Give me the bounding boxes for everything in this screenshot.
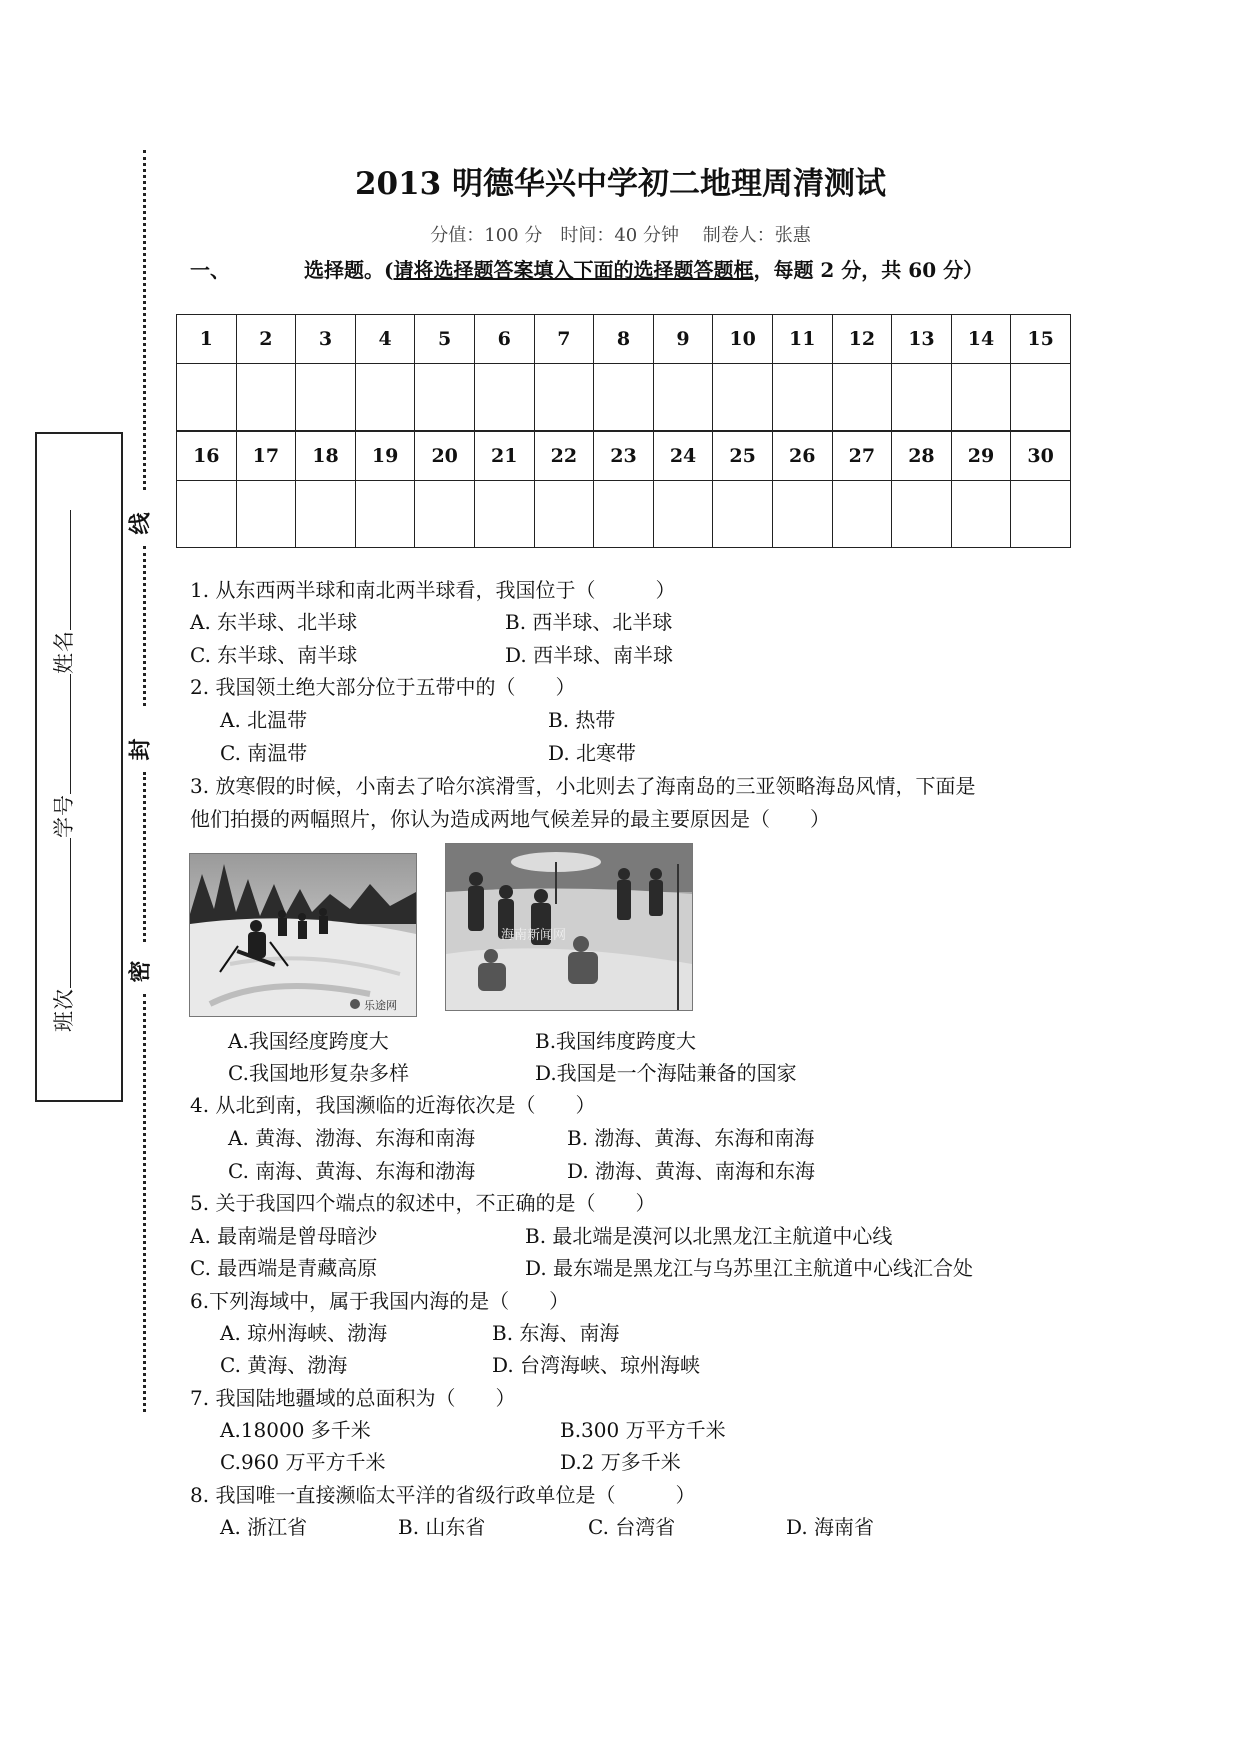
- binding-fields: [48, 510, 78, 1032]
- answer-cell[interactable]: [415, 364, 475, 432]
- option-5d: D. 最东端是黑龙江与乌苏里江主航道中心线汇合处: [525, 1256, 974, 1280]
- question-8: 8. 我国唯一直接濒临太平洋的省级行政单位是（ ）: [190, 1483, 696, 1507]
- option-2d: D. 北寒带: [548, 741, 637, 765]
- grid-number: 18: [296, 431, 356, 481]
- question-4: 4. 从北到南，我国濒临的近海依次是（ ）: [190, 1093, 596, 1117]
- exam-meta: 分值：100 分 时间：40 分钟 制卷人：张惠: [430, 225, 811, 246]
- grid-answer-row: [177, 481, 1071, 548]
- grid-number: 8: [594, 315, 654, 364]
- option-1a: A. 东半球、北半球: [190, 610, 358, 634]
- option-6d: D. 台湾海峡、琼州海峡: [492, 1353, 701, 1377]
- grid-number-row: [177, 315, 1071, 364]
- option-5c: C. 最西端是青藏高原: [190, 1256, 378, 1280]
- answer-cell[interactable]: [772, 481, 832, 548]
- grid-number: 6: [474, 315, 534, 364]
- option-6b: B. 东海、南海: [492, 1321, 620, 1345]
- option-2a: A. 北温带: [220, 708, 308, 732]
- id-label: 学号: [52, 794, 76, 838]
- grid-number: 20: [415, 431, 475, 481]
- grid-number: 1: [177, 315, 237, 364]
- option-1c: C. 东半球、南半球: [190, 643, 358, 667]
- section-number: 一、: [190, 258, 230, 282]
- answer-cell[interactable]: [892, 481, 952, 548]
- answer-cell[interactable]: [1011, 364, 1071, 432]
- answer-grid: [176, 314, 1071, 548]
- option-3c: C.我国地形复杂多样: [228, 1061, 409, 1085]
- answer-cell[interactable]: [415, 481, 475, 548]
- option-5b: B. 最北端是漠河以北黑龙江主航道中心线: [525, 1224, 893, 1248]
- grid-number: 30: [1011, 431, 1071, 481]
- grid-number: 25: [713, 431, 773, 481]
- section-instruction: 请将选择题答案填入下面的选择题答题框: [393, 258, 754, 282]
- question-2: 2. 我国领土绝大部分位于五带中的（ ）: [190, 675, 576, 699]
- seal-char-mi: 密: [127, 960, 154, 983]
- section-scoring: ，每题 2 分，共 60 分）: [753, 258, 984, 282]
- answer-cell[interactable]: [772, 364, 832, 432]
- grid-number: 21: [474, 431, 534, 481]
- question-3-line-2: 他们拍摄的两幅照片，你认为造成两地气候差异的最主要原因是（ ）: [190, 807, 830, 831]
- grid-number: 2: [236, 315, 296, 364]
- page-title: 2013 明德华兴中学初二地理周清测试: [354, 166, 887, 202]
- grid-number: 10: [713, 315, 773, 364]
- grid-number: 22: [534, 431, 594, 481]
- section-text: 选择题。(: [304, 258, 394, 282]
- option-2c: C. 南温带: [220, 741, 308, 765]
- option-8b: B. 山东省: [398, 1515, 486, 1539]
- grid-number: 4: [355, 315, 415, 364]
- answer-cell[interactable]: [653, 364, 713, 432]
- beach-photo: [445, 843, 693, 1011]
- answer-cell[interactable]: [474, 481, 534, 548]
- option-7d: D.2 万多千米: [560, 1450, 681, 1474]
- option-1b: B. 西半球、北半球: [505, 610, 673, 634]
- grid-answer-row: [177, 364, 1071, 432]
- photo-2-watermark: 海南新闻网: [501, 927, 567, 942]
- answer-cell[interactable]: [474, 364, 534, 432]
- answer-cell[interactable]: [713, 364, 773, 432]
- grid-number: 15: [1011, 315, 1071, 364]
- answer-cell[interactable]: [534, 481, 594, 548]
- answer-cell[interactable]: [653, 481, 713, 548]
- answer-cell[interactable]: [951, 364, 1011, 432]
- option-8d: D. 海南省: [786, 1515, 875, 1539]
- grid-number: 3: [296, 315, 356, 364]
- option-7a: A.18000 多千米: [220, 1418, 371, 1442]
- grid-number: 29: [951, 431, 1011, 481]
- answer-cell[interactable]: [236, 364, 296, 432]
- grid-number: 17: [236, 431, 296, 481]
- question-6: 6.下列海域中，属于我国内海的是（ ）: [190, 1289, 570, 1313]
- answer-cell[interactable]: [832, 481, 892, 548]
- option-5a: A. 最南端是曾母暗沙: [190, 1224, 378, 1248]
- photo-1-watermark: 乐途网: [364, 1000, 397, 1012]
- grid-number: 5: [415, 315, 475, 364]
- skiing-photo: [189, 853, 417, 1017]
- grid-number: 13: [892, 315, 952, 364]
- answer-cell[interactable]: [296, 481, 356, 548]
- option-4c: C. 南海、黄海、东海和渤海: [228, 1159, 476, 1183]
- option-6a: A. 琼州海峡、渤海: [220, 1321, 388, 1345]
- id-blank[interactable]: [70, 674, 71, 794]
- option-4d: D. 渤海、黄海、南海和东海: [567, 1159, 816, 1183]
- name-blank[interactable]: [70, 510, 71, 630]
- option-3b: B.我国纬度跨度大: [535, 1029, 697, 1053]
- grid-number-row: [177, 431, 1071, 481]
- grid-number: 24: [653, 431, 713, 481]
- question-1: 1. 从东西两半球和南北两半球看，我国位于（ ）: [190, 578, 676, 602]
- seal-char-feng: 封: [127, 738, 154, 761]
- grid-number: 9: [653, 315, 713, 364]
- answer-cell[interactable]: [1011, 481, 1071, 548]
- class-blank[interactable]: [70, 838, 71, 988]
- grid-number: 7: [534, 315, 594, 364]
- option-8c: C. 台湾省: [588, 1515, 676, 1539]
- answer-cell[interactable]: [892, 364, 952, 432]
- grid-number: 28: [892, 431, 952, 481]
- question-7: 7. 我国陆地疆域的总面积为（ ）: [190, 1386, 516, 1410]
- answer-cell[interactable]: [177, 481, 237, 548]
- dotted-cut-line: [143, 994, 146, 1412]
- grid-number: 16: [177, 431, 237, 481]
- section-heading: [190, 254, 983, 283]
- answer-cell[interactable]: [713, 481, 773, 548]
- option-4b: B. 渤海、黄海、东海和南海: [567, 1126, 815, 1150]
- option-3d: D.我国是一个海陆兼备的国家: [535, 1061, 797, 1085]
- option-1d: D. 西半球、南半球: [505, 643, 674, 667]
- question-5: 5. 关于我国四个端点的叙述中，不正确的是（ ）: [190, 1191, 656, 1215]
- grid-number: 26: [772, 431, 832, 481]
- answer-cell[interactable]: [236, 481, 296, 548]
- answer-cell[interactable]: [355, 481, 415, 548]
- answer-cell[interactable]: [594, 481, 654, 548]
- answer-cell[interactable]: [594, 364, 654, 432]
- option-7b: B.300 万平方千米: [560, 1418, 726, 1442]
- grid-number: 27: [832, 431, 892, 481]
- option-2b: B. 热带: [548, 708, 616, 732]
- option-4a: A. 黄海、渤海、东海和南海: [228, 1126, 476, 1150]
- dotted-cut-line: [143, 546, 146, 706]
- grid-number: 12: [832, 315, 892, 364]
- answer-cell[interactable]: [177, 364, 237, 432]
- name-label: 姓名: [52, 630, 76, 674]
- dotted-cut-line: [143, 772, 146, 942]
- answer-cell[interactable]: [951, 481, 1011, 548]
- answer-cell[interactable]: [534, 364, 594, 432]
- answer-cell[interactable]: [355, 364, 415, 432]
- question-3-line-1: 3. 放寒假的时候，小南去了哈尔滨滑雪，小北则去了海南岛的三亚领略海岛风情，下面是: [190, 774, 976, 798]
- answer-cell[interactable]: [832, 364, 892, 432]
- grid-number: 14: [951, 315, 1011, 364]
- grid-number: 11: [772, 315, 832, 364]
- class-label: 班次: [52, 988, 76, 1032]
- answer-cell[interactable]: [296, 364, 356, 432]
- grid-number: 19: [355, 431, 415, 481]
- option-6c: C. 黄海、渤海: [220, 1353, 348, 1377]
- grid-number: 23: [594, 431, 654, 481]
- option-8a: A. 浙江省: [220, 1515, 308, 1539]
- option-7c: C.960 万平方千米: [220, 1450, 386, 1474]
- option-3a: A.我国经度跨度大: [228, 1029, 389, 1053]
- seal-char-xian: 线: [127, 512, 154, 535]
